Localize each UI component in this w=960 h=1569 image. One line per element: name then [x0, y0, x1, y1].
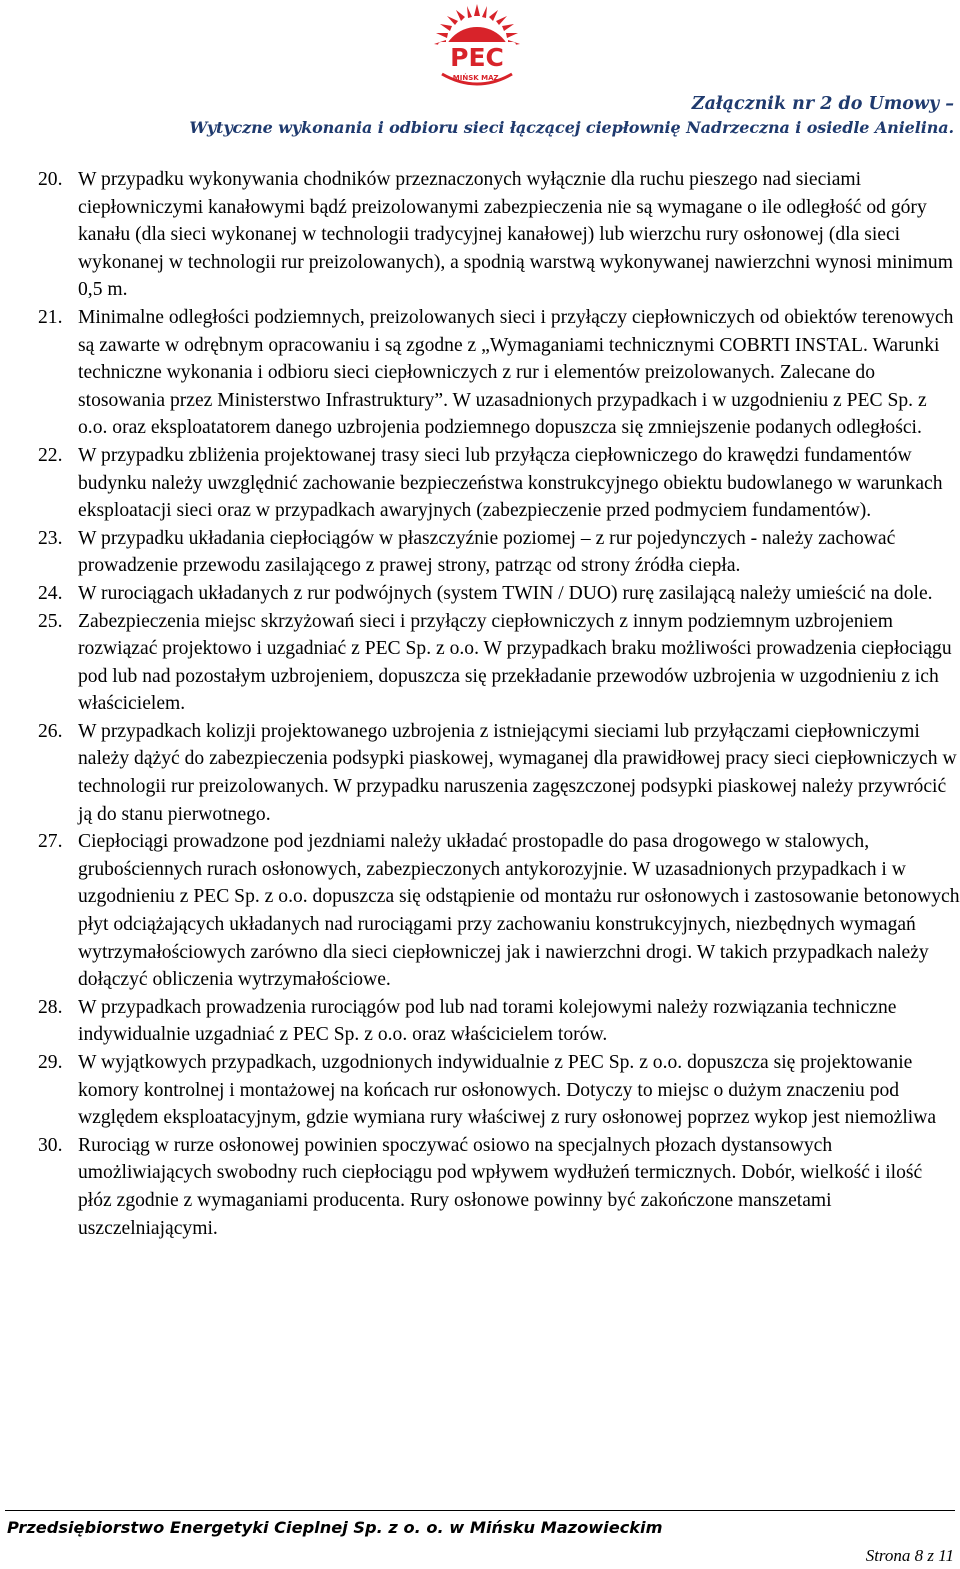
logo-text: PEC: [450, 43, 504, 72]
item-number: 25.: [38, 610, 63, 632]
list-item: [0, 580, 960, 608]
footer-company: Przedsiębiorstwo Energetyki Cieplnej Sp. z o. o. w Mińsku Mazowieckim: [7, 1518, 663, 1537]
list-item: [0, 1132, 960, 1242]
item-number: 23.: [38, 527, 63, 549]
logo-subtext: MIŃSK MAZ.: [452, 74, 502, 82]
item-number: 26.: [38, 720, 63, 742]
pec-logo-graphic: [428, 2, 526, 92]
item-number: 28.: [38, 996, 63, 1018]
list-item: [0, 608, 960, 718]
item-text: Rurociąg w rurze osłonowej powinien spoczywać osiowo na specjalnych płozach dystansowych umożliwiających swobodny ruch ciepłociągu pod wpływem wydłużeń termicznych. Dobór, wielkość i ilość płóz zgodnie z wymaganiami producenta. Rury osłonowe powinny być zakończone manszetami uszczelniającymi.: [78, 1134, 923, 1239]
list-item: [0, 828, 960, 994]
list-item: [0, 718, 960, 828]
item-number: 21.: [38, 306, 63, 328]
list-item: [0, 442, 960, 525]
item-number: 22.: [38, 444, 63, 466]
document-body: [0, 166, 960, 1242]
document-header: [189, 92, 954, 140]
item-number: 30.: [38, 1134, 63, 1156]
item-text: W przypadku zbliżenia projektowanej trasy sieci lub przyłącza ciepłowniczego do krawędzi fundamentów budynku należy uwzględnić zachowanie bezpieczeństwa konstrukcyjnego obiektu budowlanego w warunkach eksploatacji sieci oraz w przypadkach awaryjnych (zabezpieczenie przed podmyciem fundamentów).: [78, 444, 943, 522]
item-number: 27.: [38, 831, 63, 853]
item-text: Ciepłociągi prowadzone pod jezdniami należy układać prostopadle do pasa drogowego w stalowych, grubościennych rurach osłonowych, zabezpieczonych antykorozyjnie. W uzasadnionych przypadkach i w uzgodnieniu z PEC Sp. z o.o. dopuszcza się odstąpienie od montażu rur osłonowych i zastosowanie betonowych płyt odciążających układanych nad rurociągami przy zachowaniu konstrukcyjnych, niezbędnych wymagań wytrzymałościowych zarówno dla sieci ciepłowniczej jak i nawierzchni drogi. W takich przypadkach należy dołączyć obliczenia wytrzymałościowe.: [78, 831, 960, 991]
pec-logo: [428, 2, 526, 92]
header-attachment-title: Załącznik nr 2 do Umowy –: [691, 94, 954, 114]
item-text: W przypadkach prowadzenia rurociągów pod lub nad torami kolejowymi należy rozwiązania techniczne indywidualnie uzgadniać z PEC Sp. z o.o. oraz właścicielem torów.: [78, 996, 897, 1046]
list-item: [0, 166, 960, 304]
page-number: Strona 8 z 11: [865, 1546, 954, 1565]
item-text: W rurociągach układanych z rur podwójnych (system TWIN / DUO) rurę zasilającą należy umieścić na dole.: [78, 582, 933, 604]
item-text: W przypadkach kolizji projektowanego uzbrojenia z istniejącymi sieciami lub przyłączami ciepłowniczymi należy dążyć do zabezpieczenia podsypki piaskowej, wymaganej dla prawidłowej pracy sieci ciepłowniczych w technologii rur preizolowanych. W przypadku naruszenia zagęszczonej podsypki piaskowej należy przywrócić ją do stanu pierwotnego.: [78, 720, 957, 825]
list-item: [0, 525, 960, 580]
header-subtitle: Wytyczne wykonania i odbioru sieci łączącej ciepłownię Nadrzeczna i osiedle Anielina.: [189, 118, 954, 137]
item-number: 29.: [38, 1052, 63, 1073]
list-item: [0, 304, 960, 442]
item-text: Zabezpieczenia miejsc skrzyżowań sieci i przyłączy ciepłowniczych z innym podziemnym uzbrojeniem rozwiązać projektowo i uzgadniać z PEC Sp. z o.o. W przypadkach braku możliwości prowadzenia ciepłociągu pod lub nad pozostałym uzbrojeniem, dopuszcza się przekładanie przewodów uzbrojenia w uzgodnieniu z ich właścicielem.: [78, 610, 952, 715]
item-number: 24.: [38, 582, 63, 604]
list-item: [0, 1049, 960, 1132]
footer-divider: [5, 1510, 955, 1511]
list-item: [0, 994, 960, 1049]
item-text: W wyjątkowych przypadkach, uzgodnionych indywidualnie z PEC Sp. z o.o. dopuszcza się projektowanie komory kontrolnej i montażowej na końcach rur osłonowych. Dotyczy to miejsc o dużym znaczeniu pod względem eksploatacyjnym, gdzie wymiana rury właściwej z rury osłonowej poprzez wykop jest niemożliwa: [78, 1052, 937, 1129]
item-text: Minimalne odległości podziemnych, preizolowanych sieci i przyłączy ciepłowniczych od obiektów terenowych są zawarte w odrębnym opracowaniu i są zgodne z „Wymaganiami technicznymi COBRTI INSTAL. Warunki techniczne wykonania i odbioru sieci ciepłowniczych z rur i elementów preizolowanych. Zalecane do stosowania przez Ministerstwo Infrastruktury”. W uzasadnionych przypadkach i w uzgodnieniu z PEC Sp. z o.o. oraz eksploatatorem danego uzbrojenia podziemnego dopuszcza się zmniejszenie podanych odległości.: [78, 306, 954, 439]
item-number: 20.: [38, 169, 63, 190]
item-text: W przypadku wykonywania chodników przeznaczonych wyłącznie dla ruchu pieszego nad sieciami ciepłowniczymi kanałowymi bądź preizolowanymi zabezpieczenia nie są wymagane o ile odległość od góry kanału (dla sieci wykonanej w technologii tradycyjnej kanałowej) lub wierzchu rury osłonowej (dla sieci wykonanej w technologii rur preizolowanych), a spodnią warstwą wykonywanej nawierzchni wynosi minimum 0,5 m.: [78, 169, 953, 301]
item-text: W przypadku układania ciepłociągów w płaszczyźnie poziomej – z rur pojedynczych - należy zachować prowadzenie przewodu zasilającego z prawej strony, patrząc od strony źródła ciepła.: [78, 527, 896, 577]
